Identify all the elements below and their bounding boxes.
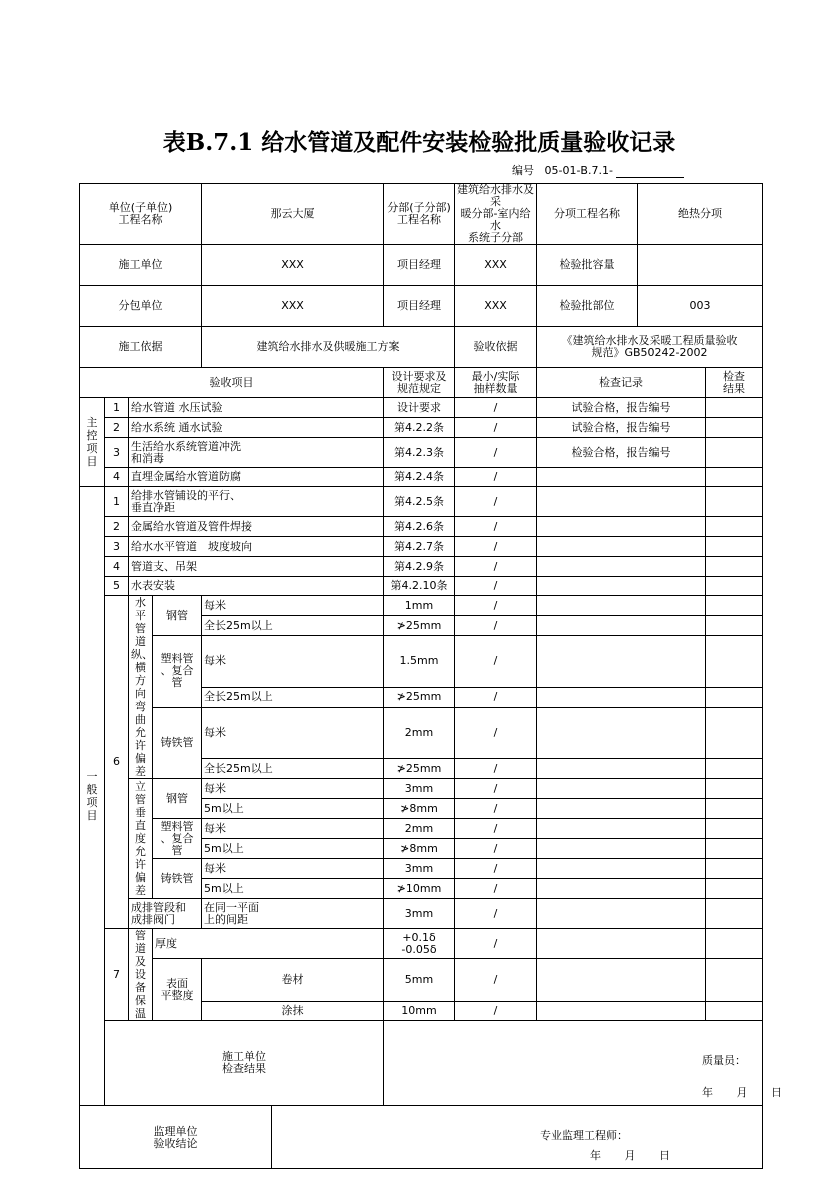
item-sample: /	[455, 636, 537, 688]
item-name: 水表安装	[129, 577, 384, 596]
table-row	[80, 468, 763, 487]
item-spec: 5mm	[384, 959, 455, 1002]
item-spec: 设计要求	[384, 398, 455, 418]
material-plastic: 塑料管 、复合 管	[153, 636, 202, 708]
item-record[interactable]	[537, 468, 706, 487]
item-result[interactable]	[706, 537, 763, 557]
table-row	[80, 899, 763, 929]
item-record[interactable]	[537, 759, 706, 779]
horizontal-deviation-label: 水平 管道 纵、 横方 向弯 曲允 许偏 差	[129, 596, 153, 779]
sub-item: 卷材	[202, 959, 384, 1002]
item-sample: /	[455, 616, 537, 636]
item-record[interactable]	[537, 596, 706, 616]
item-spec: ≯8mm	[384, 839, 455, 859]
item-name: 给水系统 通水试验	[129, 418, 384, 438]
table-row	[80, 438, 763, 468]
col-item: 验收项目	[80, 368, 384, 398]
table-row	[80, 517, 763, 537]
item-spec: 3mm	[384, 859, 455, 879]
col-design: 设计要求及 规范规定	[384, 368, 455, 398]
form-code	[512, 162, 684, 178]
item-result[interactable]	[706, 487, 763, 517]
header-row-2	[80, 245, 763, 286]
contractor-result-text: 施工单位 检查结果	[222, 1050, 266, 1075]
item-sample: /	[455, 517, 537, 537]
item-result[interactable]	[706, 687, 763, 707]
item-record[interactable]	[537, 839, 706, 859]
sub-item: 在同一平面 上的间距	[202, 899, 384, 929]
item-record[interactable]	[537, 616, 706, 636]
main-group-label: 主 控 项 目	[80, 398, 105, 487]
general-group-label: 一 般 项 目	[80, 487, 105, 1106]
location-label: 检验批部位	[537, 286, 638, 327]
item-name: 给水水平管道 坡度坡向	[129, 537, 384, 557]
item-record[interactable]	[537, 687, 706, 707]
item-sample: /	[455, 398, 537, 418]
sub-item: 每米	[202, 707, 384, 759]
item-sample: /	[455, 799, 537, 819]
item-spec: +0.1δ -0.05δ	[384, 929, 455, 959]
item-spec: ≯10mm	[384, 879, 455, 899]
item-sample: /	[455, 577, 537, 596]
item-record: 检验合格，报告编号	[537, 438, 706, 468]
table-row	[80, 487, 763, 517]
sub-item: 涂抹	[202, 1002, 384, 1021]
item-result[interactable]	[706, 636, 763, 688]
contractor-signature-area[interactable]	[384, 1021, 782, 1106]
item-no: 6	[105, 596, 129, 929]
pm-value: XXX	[455, 245, 537, 286]
subcontractor-label: 分包单位	[80, 286, 202, 327]
contractor-result-label	[105, 1021, 384, 1106]
item-spec: 第4.2.4条	[384, 468, 455, 487]
item-sample: /	[455, 859, 537, 879]
item-result[interactable]	[706, 596, 763, 616]
item-record[interactable]	[537, 899, 706, 929]
item-name: 生活给水系统管道冲洗 和消毒	[129, 438, 384, 468]
col-sample: 最小/实际 抽样数量	[455, 368, 537, 398]
table-row	[80, 577, 763, 596]
item-result[interactable]	[706, 468, 763, 487]
item-record[interactable]	[537, 859, 706, 879]
table-row	[80, 929, 763, 959]
col-record: 检查记录	[537, 368, 706, 398]
division-value: 建筑给水排水及采 暖分部-室内给水 系统子分部	[455, 184, 537, 245]
contractor-label: 施工单位	[80, 245, 202, 286]
item-spec: 第4.2.6条	[384, 517, 455, 537]
material-iron: 铸铁管	[153, 707, 202, 779]
material-iron: 铸铁管	[153, 859, 202, 899]
item-record[interactable]	[537, 929, 706, 959]
flatness-label: 表面 平整度	[153, 959, 202, 1021]
item-sample: /	[455, 759, 537, 779]
table-row	[80, 779, 763, 799]
item-sample: /	[455, 687, 537, 707]
item-spec: 1mm	[384, 596, 455, 616]
supervisor-signature-area[interactable]	[272, 1106, 763, 1169]
item-spec: 第4.2.3条	[384, 438, 455, 468]
quality-inspector-label: 质量员：	[702, 1054, 746, 1067]
table-row	[80, 859, 763, 879]
item-result[interactable]	[706, 799, 763, 819]
item-sample: /	[455, 929, 537, 959]
item-spec: 3mm	[384, 779, 455, 799]
item-sample: /	[455, 819, 537, 839]
table-row	[80, 636, 763, 688]
item-spec: 2mm	[384, 707, 455, 759]
item-result[interactable]	[706, 859, 763, 879]
sub-item: 每米	[202, 859, 384, 879]
item-result[interactable]	[706, 879, 763, 899]
basis-value: 建筑给水排水及供暖施工方案	[202, 327, 455, 368]
item-result[interactable]	[706, 438, 763, 468]
item-sample: /	[455, 537, 537, 557]
header-row-1	[80, 184, 763, 245]
item-result[interactable]	[706, 517, 763, 537]
item-spec: ≯8mm	[384, 799, 455, 819]
sub-item: 5m以上	[202, 799, 384, 819]
item-name: 给水管道 水压试验	[129, 398, 384, 418]
table-row	[80, 537, 763, 557]
item-no: 2	[105, 418, 129, 438]
item-no: 4	[105, 468, 129, 487]
item-sample: /	[455, 707, 537, 759]
item-no: 2	[105, 517, 129, 537]
item-result[interactable]	[706, 707, 763, 759]
item-sample: /	[455, 468, 537, 487]
sub-item: 全长25m以上	[202, 616, 384, 636]
capacity-value[interactable]	[638, 245, 763, 286]
item-spec: 第4.2.10条	[384, 577, 455, 596]
item-sample: /	[455, 839, 537, 859]
pm-label: 项目经理	[384, 245, 455, 286]
item-sample: /	[455, 779, 537, 799]
pm2-label: 项目经理	[384, 286, 455, 327]
item-no: 5	[105, 577, 129, 596]
item-sample: /	[455, 1002, 537, 1021]
capacity-label: 检验批容量	[537, 245, 638, 286]
item-record[interactable]	[537, 1002, 706, 1021]
supervisor-conclusion-label	[80, 1106, 272, 1169]
item-record[interactable]	[537, 517, 706, 537]
item-result[interactable]	[706, 819, 763, 839]
item-record[interactable]	[537, 636, 706, 688]
item-name: 直埋金属给水管道防腐	[129, 468, 384, 487]
table-row	[80, 557, 763, 577]
code-blank-field[interactable]	[616, 165, 684, 178]
sub-item: 5m以上	[202, 839, 384, 859]
item-no: 4	[105, 557, 129, 577]
sub-item: 每米	[202, 819, 384, 839]
item-result[interactable]	[706, 959, 763, 1002]
item-sample: /	[455, 438, 537, 468]
table-row	[80, 596, 763, 616]
sub-item: 每米	[202, 636, 384, 688]
item-record[interactable]	[537, 879, 706, 899]
item-spec: ≯25mm	[384, 759, 455, 779]
inspection-form-table	[79, 183, 782, 1169]
code-value: 05-01-B.7.1-	[544, 164, 613, 177]
item-spec: 第4.2.7条	[384, 537, 455, 557]
item-result[interactable]	[706, 398, 763, 418]
item-name: 给排水管铺设的平行、 垂直净距	[129, 487, 384, 517]
pm2-value: XXX	[455, 286, 537, 327]
item-spec: ≯25mm	[384, 687, 455, 707]
item-name: 管道支、吊架	[129, 557, 384, 577]
item-spec: 第4.2.9条	[384, 557, 455, 577]
sub-item: 每米	[202, 779, 384, 799]
item-no: 3	[105, 438, 129, 468]
item-record[interactable]	[537, 707, 706, 759]
item-record[interactable]	[537, 557, 706, 577]
material-steel: 钢管	[153, 596, 202, 636]
contractor-date: 年 月 日	[702, 1086, 782, 1099]
item-record[interactable]	[537, 537, 706, 557]
item-no: 1	[105, 487, 129, 517]
sub-item: 全长25m以上	[202, 759, 384, 779]
supervisor-signature-row	[80, 1106, 763, 1169]
col-result: 检查 结果	[706, 368, 763, 398]
column-header-row	[80, 368, 763, 398]
unit-value: 那云大厦	[202, 184, 384, 245]
item-no: 3	[105, 537, 129, 557]
table-row	[80, 707, 763, 759]
item-result[interactable]	[706, 759, 763, 779]
division-label: 分部(子分部) 工程名称	[384, 184, 455, 245]
acceptance-basis-label: 验收依据	[455, 327, 537, 368]
row-group-label: 成排管段和 成排阀门	[129, 899, 202, 929]
item-result[interactable]	[706, 418, 763, 438]
contractor-signature-row	[80, 1021, 763, 1106]
item-no: 7	[105, 929, 129, 1021]
contractor-value: XXX	[202, 245, 384, 286]
item-sample: /	[455, 487, 537, 517]
item-spec: 第4.2.2条	[384, 418, 455, 438]
item-record[interactable]	[537, 779, 706, 799]
item-sample: /	[455, 596, 537, 616]
item-record[interactable]	[537, 799, 706, 819]
sub-item: 每米	[202, 596, 384, 616]
vertical-deviation-label: 立管 垂直 度允 许偏 差	[129, 779, 153, 899]
supervisor-conclusion-text: 监理单位 验收结论	[153, 1125, 198, 1150]
subcontractor-value: XXX	[202, 286, 384, 327]
basis-label: 施工依据	[80, 327, 202, 368]
header-row-4	[80, 327, 763, 368]
page-title: 表B.7.1 给水管道及配件安装检验批质量验收记录	[162, 129, 676, 156]
item-record[interactable]	[537, 959, 706, 1002]
item-result[interactable]	[706, 1002, 763, 1021]
code-label: 编号	[512, 164, 534, 177]
item-spec: 3mm	[384, 899, 455, 929]
item-spec: 10mm	[384, 1002, 455, 1021]
table-row	[80, 398, 763, 418]
sub-label: 分项工程名称	[537, 184, 638, 245]
supervising-engineer-label: 专业监理工程师：	[540, 1129, 628, 1142]
item-sample: /	[455, 418, 537, 438]
table-row	[80, 959, 763, 1002]
supervisor-date: 年 月 日	[590, 1149, 670, 1162]
item-record[interactable]	[537, 819, 706, 839]
item-sample: /	[455, 557, 537, 577]
item-record: 试验合格，报告编号	[537, 418, 706, 438]
item-result[interactable]	[706, 557, 763, 577]
item-spec: 2mm	[384, 819, 455, 839]
item-result[interactable]	[706, 616, 763, 636]
header-row-3	[80, 286, 763, 327]
item-record: 试验合格，报告编号	[537, 398, 706, 418]
material-plastic: 塑料管 、复合 管	[153, 819, 202, 859]
item-spec: 1.5mm	[384, 636, 455, 688]
location-value: 003	[638, 286, 763, 327]
insulation-label: 管道 及设 备保 温	[129, 929, 153, 1021]
sub-item: 全长25m以上	[202, 687, 384, 707]
item-record[interactable]	[537, 487, 706, 517]
item-sample: /	[455, 879, 537, 899]
item-spec: ≯25mm	[384, 616, 455, 636]
table-row	[80, 418, 763, 438]
item-result[interactable]	[706, 577, 763, 596]
item-result[interactable]	[706, 779, 763, 799]
sub-value: 绝热分项	[638, 184, 763, 245]
item-no: 1	[105, 398, 129, 418]
unit-label: 单位(子单位) 工程名称	[80, 184, 202, 245]
table-row	[80, 819, 763, 839]
item-spec: 第4.2.5条	[384, 487, 455, 517]
item-result[interactable]	[706, 839, 763, 859]
thickness-label: 厚度	[153, 929, 384, 959]
acceptance-basis-value: 《建筑给水排水及采暖工程质量验收 规范》GB50242-2002	[537, 327, 763, 368]
item-name: 金属给水管道及管件焊接	[129, 517, 384, 537]
item-result[interactable]	[706, 899, 763, 929]
item-result[interactable]	[706, 929, 763, 959]
item-sample: /	[455, 959, 537, 1002]
item-sample: /	[455, 899, 537, 929]
material-steel: 钢管	[153, 779, 202, 819]
item-record[interactable]	[537, 577, 706, 596]
sub-item: 5m以上	[202, 879, 384, 899]
